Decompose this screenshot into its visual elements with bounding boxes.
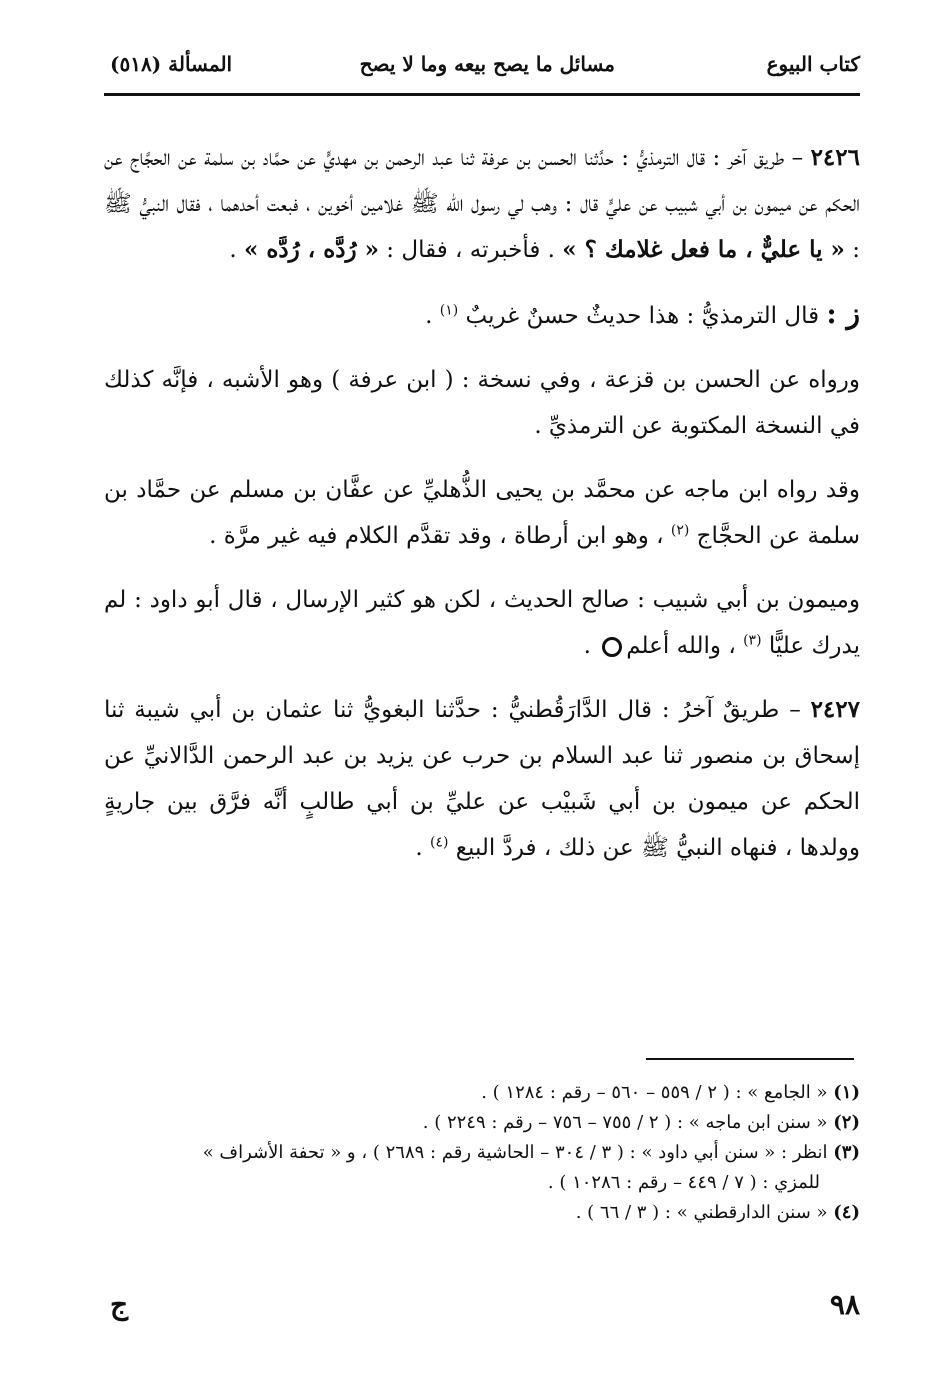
footnote-number: (٣) xyxy=(833,1142,860,1163)
footnote-ref[interactable]: (١) xyxy=(439,302,459,319)
paragraph-text: . فأخبرته ، فقال : xyxy=(379,237,563,263)
footnote-text: « الجامع » : ( ٢ / ٥٥٩ – ٥٦٠ – رقم : ١٢٨٤ ) . xyxy=(481,1082,834,1103)
footnote-text: للمزي : ( ٧ / ٤٤٩ – رقم : ١٠٢٨٦ ) . xyxy=(547,1172,820,1193)
paragraph-text: وميمون بن أبي شبيب : صالح الحديث ، لكن هو كثير الإرسال ، قال أبو داود : لم يدرك عليًّا xyxy=(104,587,860,659)
paragraph-text: – طريق آخر : قال الترمذيُّ : حدَّثنا الحسن بن عرفة ثنا عبد الرحمن بن مهديٍّ عن حمَّاد بن سلمة عن الحجَّاج عن الحكم عن ميمون بن أبي شبيب عن عليٍّ قال : وهب لي رسول الله ﷺ غلامين أخوين ، فبعت أحدهما ، فقال النبيُّ ﷺ : xyxy=(104,145,860,263)
paragraph-text: وقد رواه ابن ماجه عن محمَّد بن يحيى الذُّهليِّ عن عفَّان بن مسلم عن حمَّاد بن سلمة عن الحجَّاج xyxy=(104,477,860,549)
footnote-ref[interactable]: (٢) xyxy=(670,522,690,539)
paragraph-text: ، والله أعلم xyxy=(626,633,744,659)
footnote-3 xyxy=(104,1138,860,1168)
paragraph-text: – طريقٌ آخرُ : قال الدَّارَقُطنيُّ : حدَّثنا البغويُّ ثنا عثمان بن أبي شيبة ثنا إسحاق بن منصور ثنا عبد السلام بن حرب عن يزيد بن عبد الرحمن الدَّالانيِّ عن الحكم عن ميمون بن أبي شَبيْب عن عليِّ بن أبي طالبٍ أنَّه فرَّق بين جاريةٍ وولدها ، فنهاه النبيُّ ﷺ عن ذلك ، فردَّ البيع xyxy=(104,697,860,861)
footnote-rule xyxy=(646,1058,854,1060)
footnote-4 xyxy=(104,1198,860,1228)
paragraph-text: . xyxy=(229,237,244,263)
paragraph-text: . xyxy=(415,835,430,861)
hadith-number: ٢٤٢٧ xyxy=(810,696,860,723)
header-issue-number: المسألة (٥١٨) xyxy=(110,52,233,76)
paragraph-narration-note: ورواه عن الحسن بن قزعة ، وفي نسخة : ( ابن عرفة ) وهو الأشبه ، فإنَّه كذلك في النسخة المكتوبة عن الترمذيِّ . xyxy=(104,367,861,439)
paragraph-2426 xyxy=(104,135,860,273)
footnote-number: (١) xyxy=(833,1082,860,1103)
footnote-text: انظر : « سنن أبي داود » : ( ٣ / ٣٠٤ – الحاشية رقم : ٢٦٨٩ ) ، و « تحفة الأشراف » xyxy=(202,1142,834,1163)
paragraph-maymun xyxy=(104,577,860,669)
quote-text: « يا عليٌّ ، ما فعل غلامك ؟ » xyxy=(562,236,845,263)
paragraph-text: ، وهو ابن أرطاة ، وقد تقدَّم الكلام فيه غير مرَّة . xyxy=(209,523,671,549)
page-number: ٩٨ xyxy=(829,1288,860,1321)
footnote-ref[interactable]: (٤) xyxy=(430,834,449,851)
main-text xyxy=(104,135,860,871)
footnote-3-continued xyxy=(104,1168,860,1198)
signature-mark: ج xyxy=(110,1288,129,1321)
running-header xyxy=(100,52,860,88)
hadith-number: ٢٤٢٦ xyxy=(810,144,860,171)
footnote-2 xyxy=(104,1108,860,1138)
zain-mark: ز : xyxy=(826,297,860,330)
circle-end-marker-icon xyxy=(602,637,622,657)
header-chapter-title: مسائل ما يصح بيعه وما لا يصح xyxy=(359,52,615,76)
paragraph-text: قال الترمذيُّ : هذا حديثٌ حسنٌ غريبٌ xyxy=(458,303,827,329)
header-book-title: كتاب البيوع xyxy=(766,52,860,76)
footnote-1 xyxy=(104,1078,860,1108)
paragraph-tirmidhi-grading xyxy=(104,291,860,339)
footnote-text: « سنن ابن ماجه » : ( ٢ / ٧٥٥ – ٧٥٦ – رقم : ٢٢٤٩ ) . xyxy=(422,1112,834,1133)
paragraph-text: . xyxy=(583,633,599,659)
paragraph-ibn-majah xyxy=(104,467,860,559)
footnote-ref[interactable]: (٣) xyxy=(743,632,762,649)
footnote-text: « سنن الدارقطني » : ( ٣ / ٦٦ ) . xyxy=(575,1202,834,1223)
footnote-number: (٤) xyxy=(833,1202,860,1223)
footnote-number: (٢) xyxy=(833,1112,860,1133)
header-rule xyxy=(104,93,860,96)
footnotes xyxy=(104,1078,860,1228)
quote-text: « رُدَّه ، رُدَّه » xyxy=(243,236,379,263)
paragraph-text: . xyxy=(425,303,440,329)
paragraph-2427 xyxy=(104,687,860,871)
